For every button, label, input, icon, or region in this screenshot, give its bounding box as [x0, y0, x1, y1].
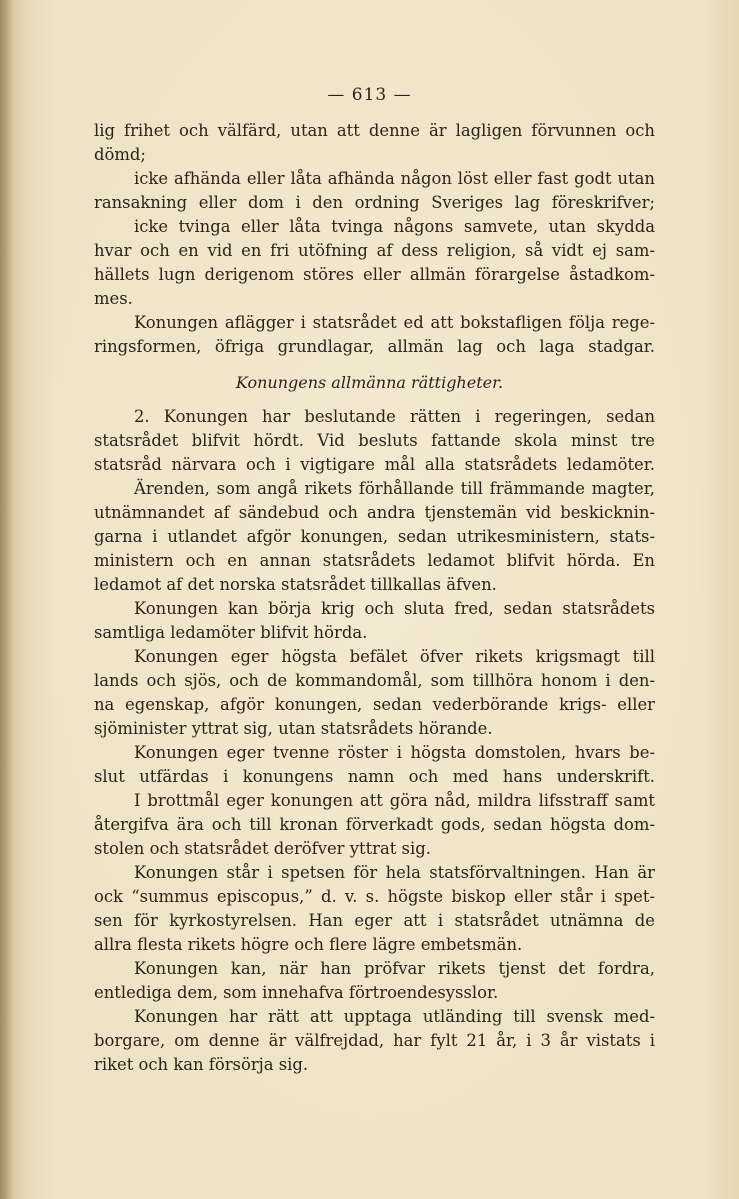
page-number: — 613 — [327, 85, 412, 105]
text-line: ministern och en annan statsrådets ledamot blifvit hörda. En [94, 551, 655, 570]
text-line: sjöminister yttrat sig, utan statsrådets hörande. [94, 719, 493, 738]
text-line: sen för kyrkostyrelsen. Han eger att i statsrådet utnämna de [94, 911, 655, 930]
text-line: ransakning eller dom i den ordning Sveriges lag föreskrifver; [94, 193, 655, 212]
text-line: icke afhända eller låta afhända någon löst eller fast godt utan [134, 169, 655, 188]
text-line: samtliga ledamöter blifvit hörda. [94, 623, 368, 642]
text-line: Konungen aflägger i statsrådet ed att bokstafligen följa rege- [134, 313, 655, 332]
text-line: utnämnandet af sändebud och andra tjenstemän vid beskicknin- [94, 503, 655, 522]
text-line: riket och kan försörja sig. [94, 1055, 309, 1074]
text-line: slut utfärdas i konungens namn och med hans underskrift. [94, 767, 655, 786]
text-line: allra flesta rikets högre och flere lägre embetsmän. [94, 935, 523, 954]
text-line: Konungen står i spetsen för hela statsförvaltningen. Han är [134, 863, 655, 882]
page-gutter-shadow [0, 0, 14, 1199]
text-line: Konungen kan börja krig och sluta fred, sedan statsrådets [134, 599, 655, 618]
text-line: icke tvinga eller låta tvinga någons samvete, utan skydda [134, 217, 655, 236]
text-line: Ärenden, som angå rikets förhållande till främmande magter, [134, 479, 655, 498]
text-line: hvar och en vid en fri utöfning af dess religion, så vidt ej sam- [94, 241, 655, 260]
text-line: ledamot af det norska statsrådet tillkallas äfven. [94, 575, 497, 594]
text-line: I brottmål eger konungen att göra nåd, mildra lifsstraff samt [134, 791, 655, 810]
text-line: ock “summus episcopus,” d. v. s. högste biskop eller står i spet- [94, 887, 655, 906]
text-line: garna i utlandet afgör konungen, sedan utrikesministern, stats- [94, 527, 655, 546]
text-line: borgare, om denne är välfrejdad, har fylt 21 år, i 3 år vistats i [94, 1031, 655, 1050]
text-line: statsrådet blifvit hördt. Vid besluts fattande skola minst tre [94, 431, 655, 450]
text-line: ringsformen, öfriga grundlagar, allmän lag och laga stadgar. [94, 337, 655, 356]
text-line: lands och sjös, och de kommandomål, som tillhöra honom i den- [94, 671, 655, 690]
text-line: Konungen kan, när han pröfvar rikets tjenst det fordra, [134, 959, 655, 978]
text-line: hällets lugn derigenom störes eller allmän förargelse åstadkom- [94, 265, 655, 284]
text-line: dömd; [94, 145, 146, 164]
text-line: statsråd närvara och i vigtigare mål alla statsrådets ledamöter. [94, 455, 655, 474]
text-line: Konungen eger tvenne röster i högsta domstolen, hvars be- [134, 743, 655, 762]
text-line: entlediga dem, som innehafva förtroendesysslor. [94, 983, 499, 1002]
text-line: mes. [94, 289, 133, 308]
section-heading: Konungens allmänna rättigheter. [235, 373, 504, 392]
text-line: Konungen har rätt att upptaga utländing till svensk med- [134, 1007, 655, 1026]
text-line: na egenskap, afgör konungen, sedan vederbörande krigs- eller [94, 695, 655, 714]
text-line: Konungen eger högsta befälet öfver rikets krigsmagt till [134, 647, 655, 666]
text-line: stolen och statsrådet deröfver yttrat sig. [94, 839, 431, 858]
text-line: återgifva ära och till kronan förverkadt gods, sedan högsta dom- [94, 815, 655, 834]
text-line: 2. Konungen har beslutande rätten i regeringen, sedan [134, 407, 655, 426]
text-line: lig frihet och välfärd, utan att denne är lagligen förvunnen och [94, 121, 655, 140]
